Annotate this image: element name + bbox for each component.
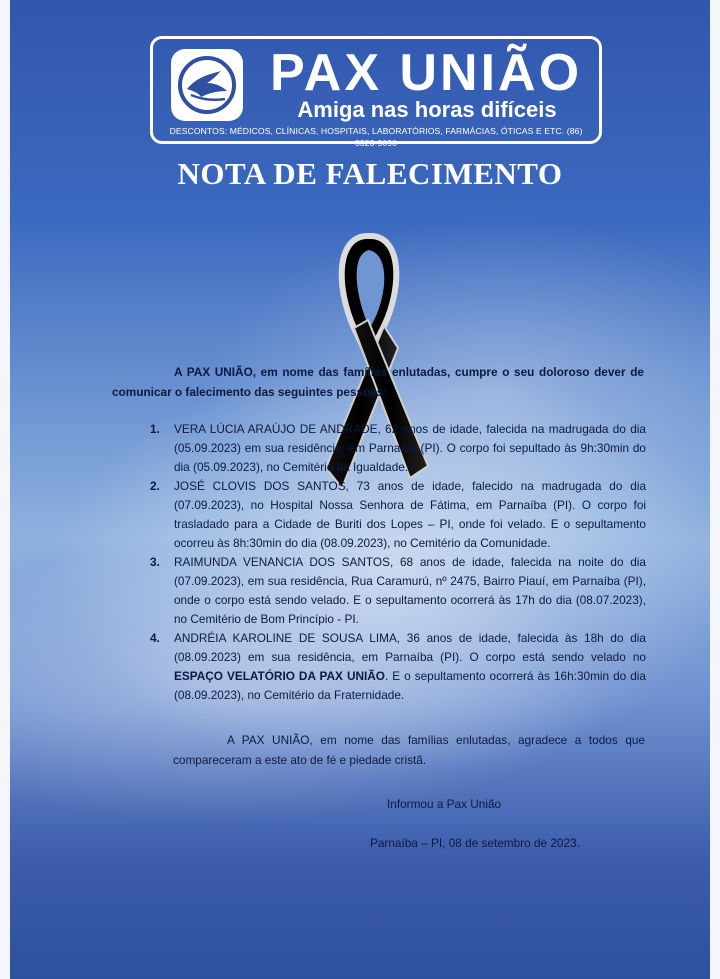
list-item: [138, 420, 646, 477]
closing-paragraph: A PAX UNIÃO, em nome das famílias enlutadas, agradece a todos que compareceram a este ato de fé e piedade cristã.: [173, 733, 645, 767]
item-text-strong: ESPAÇO VELATÓRIO DA PAX UNIÃO: [174, 669, 385, 683]
list-item: [138, 477, 646, 553]
signature-line: Informou a Pax União: [387, 797, 502, 811]
place-date-line: Parnaíba – PI, 08 de setembro de 2023.: [370, 836, 580, 850]
item-text: VERA LÚCIA ARAÚJO DE ANDRADE, 62 anos de idade, falecida na madrugada do dia (05.09.2023) em sua residência, em Parnaíba (PI). O corpo foi sepultado às 9h:30min do dia (05.09.2023), no Cemitério da Igualdade.: [174, 422, 646, 474]
brand-slogan: Amiga nas horas difíceis: [297, 97, 557, 122]
item-number: 3.: [150, 555, 160, 569]
dove-icon: [177, 55, 237, 115]
obituary-sheet: [10, 0, 710, 979]
item-text-before: ANDRÉIA KAROLINE DE SOUSA LIMA, 36 anos de idade, falecida às 18h do dia (08.09.2023) em sua residência, em Parnaíba (PI). O corpo está sendo velado no: [174, 631, 646, 664]
intro-paragraph: A PAX UNIÃO, em nome das famílias enlutadas, cumpre o seu doloroso dever de comunicar o falecimento das seguintes pessoas:: [112, 365, 644, 399]
logo-emblem: [171, 49, 243, 121]
list-item: [138, 629, 646, 705]
list-item: [138, 553, 646, 629]
item-text: RAIMUNDA VENANCIA DOS SANTOS, 68 anos de idade, falecida na noite do dia (07.09.2023), em sua residência, Rua Caramurú, nº 2475, Bairro Piauí, em Parnaíba (PI), onde o corpo está sendo velado. E o sepultamento ocorrerá às 17h do dia (08.07.2023), no Cemitério de Bom Princípio - PI.: [174, 555, 646, 626]
item-text-after: . E o sepultamento ocorrerá às 16h:30min do dia (08.09.2023), no Cemitério da Fraternidade.: [174, 669, 646, 702]
discounts-line: DESCONTOS: MÉDICOS, CLÍNICAS, HOSPITAIS, LABORATÓRIOS, FARMÁCIAS, ÓTICAS E ETC. (86) 3323-9090: [169, 126, 583, 148]
brand-name: PAX UNIÃO: [269, 44, 583, 102]
page-title: NOTA DE FALECIMENTO: [177, 156, 563, 191]
item-number: 1.: [150, 422, 160, 436]
company-logo-header: [150, 36, 602, 148]
deceased-list: [138, 420, 646, 705]
item-number: 2.: [150, 479, 160, 493]
item-number: 4.: [150, 631, 160, 645]
item-text: JOSÉ CLOVIS DOS SANTOS, 73 anos de idade, falecido na madrugada do dia (07.09.2023), no Hospital Nossa Senhora de Fátima, em Parnaíba (PI). O corpo foi trasladado para a Cidade de Buriti dos Lopes – PI, onde foi velado. E o sepultamento ocorreu às 8h:30min do dia (08.09.2023), no Cemitério da Comunidade.: [174, 479, 646, 550]
